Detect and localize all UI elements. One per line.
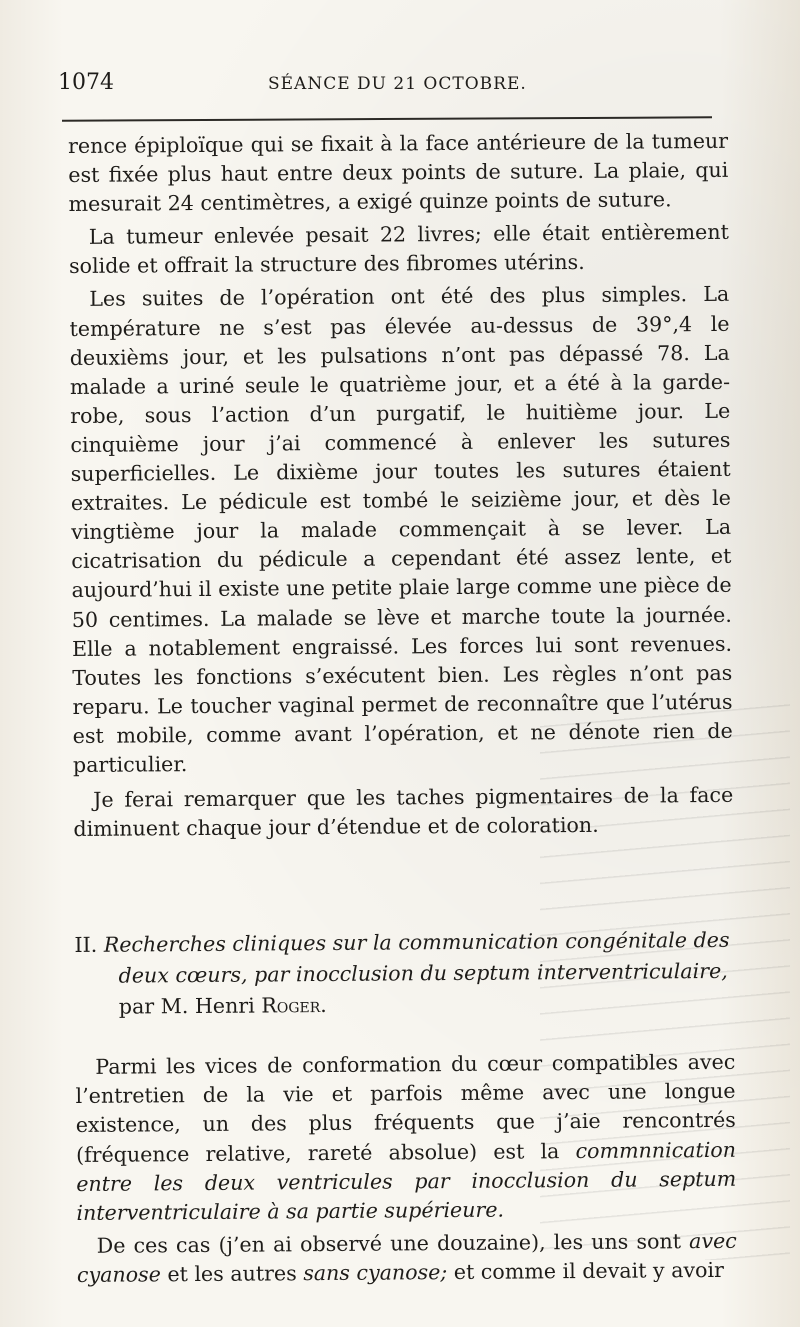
section-heading	[74, 925, 735, 1023]
text-body	[68, 127, 737, 1290]
page-number: 1074	[58, 70, 114, 95]
paragraph-vices-text: Parmi les vices de conformation du cœur compatibles avec l’entretien de la vie et parfois même avec une longue existence, un des plus fréquents que j’aie rencontrés (fréquence relative, rareté absolue) est la	[75, 1050, 736, 1167]
header-rule	[62, 116, 712, 121]
cases-text-a: De ces cas (j’en ai observé une douzaine), les uns sont	[96, 1229, 682, 1258]
paragraph-recovery: Les suites de l’opération ont été des plus simples. La température ne s’est pas élevée au-dessus de 39°,4 le deuxièms jour, et les pulsations n’ont pas dépassé 78. La malade a uriné seule le quatrième jour, et a été à la garde-robe, sous l’action d’un purgatif, le huitième jour. Le cinquième jour j’ai commencé à enlever les sutures superficielles. Le dixième jour toutes les sutures étaient extraites. Le pédicule est tombé le seizième jour, et dès le vingtième jour la malade commençait à se lever. La cicatrisation du pédicule a cependant été assez lente, et aujourd’hui il existe une petite plaie large comme une pièce de 50 centimes. La malade se lève et marche toute la journée. Elle a notablement engraissé. Les forces lui sont revenues. Toutes les fonctions s’exécutent bien. Les règles n’ont pas reparu. Le toucher vaginal permet de reconnaître que l’utérus est mobile, comme avant l’opération, et ne dénote rien de particulier.	[69, 282, 733, 777]
cases-text-e: et comme il devait y avoir	[453, 1257, 724, 1284]
cases-text-c: et les autres	[167, 1261, 297, 1287]
section-title: Recherches cliniques sur la communication congénitale des deux cœurs, par inocclusion du septum interventriculaire,	[103, 928, 730, 988]
section-number: II.	[74, 933, 98, 958]
cases-text-b: avec cyanose	[76, 1228, 737, 1287]
paragraph-continuation: rence épiploïque qui se fixait à la face antérieure de la tumeur est fixée plus haut entre deux points de suture. La plaie, qui mesurait 24 centimètres, a exigé quinze points de suture.	[68, 128, 729, 217]
cases-text-d: sans cyanose;	[303, 1259, 448, 1286]
paragraph-vices	[75, 1048, 736, 1228]
paragraph-vices-italic: commnnication entre les deux ventricules par inocclusion du septum interventriculaire à sa partie supérieure.	[76, 1137, 737, 1225]
paragraph-cases	[77, 1227, 737, 1290]
section-author-prefix: par M. Henri	[118, 993, 255, 1019]
section-author-surname: Roger.	[261, 993, 327, 1018]
running-head: SÉANCE DU 21 OCTOBRE.	[268, 74, 527, 94]
paragraph-tumor: La tumeur enlevée pesait 22 livres; elle était entièrement solide et offrait la structure des fibromes utérins.	[68, 220, 729, 279]
paragraph-pigment: Je ferai remarquer que les taches pigmentaires de la face diminuent chaque jour d’étendue et de coloration.	[73, 782, 734, 842]
page-header	[58, 62, 718, 102]
